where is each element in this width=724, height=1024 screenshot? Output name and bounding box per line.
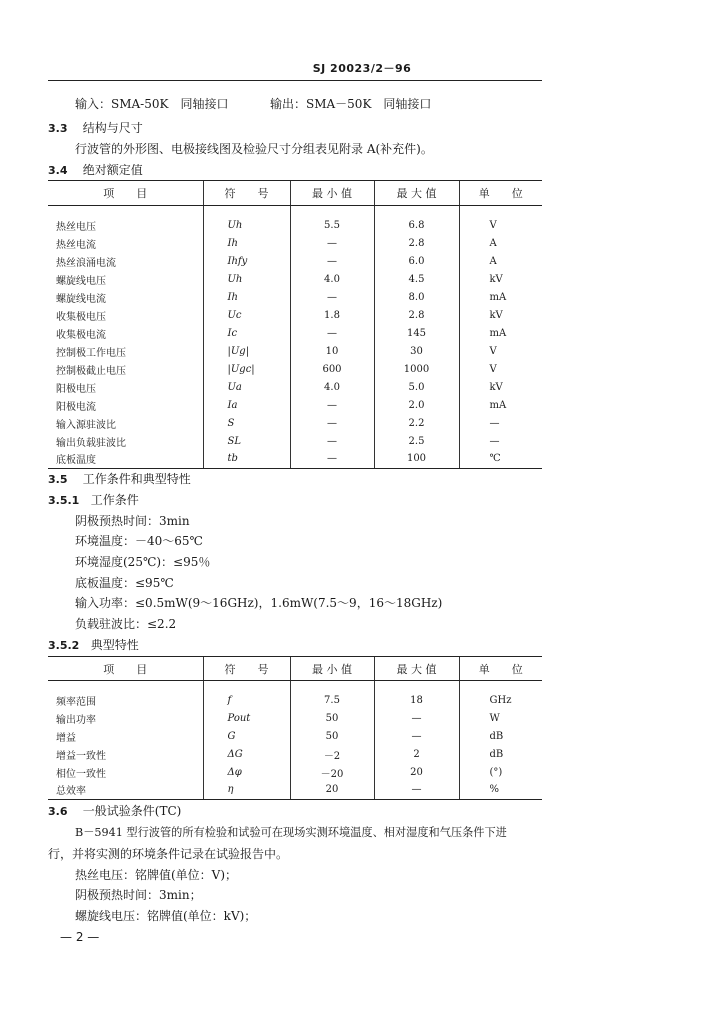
unit: % bbox=[459, 781, 542, 799]
table-row bbox=[48, 342, 542, 360]
max-value: 2.8 bbox=[374, 306, 459, 324]
col-header-min: 最 小 值 bbox=[290, 657, 374, 681]
section-number: 3.5.1 bbox=[48, 494, 80, 507]
symbol: ΔG bbox=[203, 745, 290, 763]
min-value: — bbox=[290, 432, 374, 450]
section-3-5-2-heading bbox=[48, 636, 139, 653]
max-value: 1000 bbox=[374, 360, 459, 378]
min-value: 600 bbox=[290, 360, 374, 378]
condition-line: 阴极预热时间：3min bbox=[75, 514, 190, 528]
section-3-6-heading bbox=[48, 802, 181, 819]
item-name: 输出功率 bbox=[56, 714, 96, 726]
section-title: 典型特性 bbox=[90, 638, 139, 652]
col-header-item: 项 目 bbox=[48, 181, 203, 206]
item-name: 控制极工作电压 bbox=[56, 347, 126, 359]
typical-characteristics-table bbox=[48, 656, 542, 800]
item-name: 控制极截止电压 bbox=[56, 365, 126, 377]
symbol: |Ug| bbox=[203, 342, 290, 360]
table-row bbox=[48, 450, 542, 468]
condition-line: 底板温度：≤95℃ bbox=[75, 576, 174, 590]
min-value: — bbox=[290, 324, 374, 342]
unit: ℃ bbox=[459, 450, 542, 468]
min-value: －20 bbox=[290, 763, 374, 781]
item-name: 增益 bbox=[56, 732, 76, 744]
symbol: Ihfy bbox=[203, 252, 290, 270]
table-row bbox=[48, 432, 542, 450]
section-title: 绝对额定值 bbox=[82, 163, 143, 177]
spacer-row bbox=[48, 206, 542, 217]
section-3-6-paragraph-cont: 行，并将实测的环境条件记录在试验报告中。 bbox=[48, 847, 289, 861]
max-value: 8.0 bbox=[374, 288, 459, 306]
unit: V bbox=[459, 360, 542, 378]
col-header-symbol: 符 号 bbox=[203, 657, 290, 681]
unit: — bbox=[459, 414, 542, 432]
max-value: 2.0 bbox=[374, 396, 459, 414]
col-header-item: 项 目 bbox=[48, 657, 203, 681]
max-value: — bbox=[374, 727, 459, 745]
max-value: 2.8 bbox=[374, 234, 459, 252]
unit: V bbox=[459, 216, 542, 234]
min-value: 4.0 bbox=[290, 270, 374, 288]
min-value: — bbox=[290, 450, 374, 468]
item-name: 阳极电压 bbox=[56, 383, 96, 395]
item-name: 阳极电流 bbox=[56, 401, 96, 413]
absolute-ratings-table bbox=[48, 180, 542, 469]
section-title: 一般试验条件(TC) bbox=[82, 804, 182, 818]
min-value: — bbox=[290, 234, 374, 252]
max-value: 20 bbox=[374, 763, 459, 781]
symbol: Ia bbox=[203, 396, 290, 414]
max-value: 18 bbox=[374, 691, 459, 709]
symbol: Uh bbox=[203, 270, 290, 288]
col-header-max: 最 大 值 bbox=[374, 657, 459, 681]
unit: A bbox=[459, 234, 542, 252]
item-name: 相位一致性 bbox=[56, 768, 106, 780]
min-value: 50 bbox=[290, 727, 374, 745]
table-row bbox=[48, 378, 542, 396]
table-row bbox=[48, 324, 542, 342]
unit: GHz bbox=[459, 691, 542, 709]
test-condition-line: 热丝电压：铭牌值(单位：V)； bbox=[75, 868, 238, 882]
table-row bbox=[48, 745, 542, 763]
section-3-6-paragraph: B－5941 型行波管的所有检验和试验可在现场实测环境温度、相对湿度和气压条件下进 bbox=[75, 826, 507, 839]
unit: — bbox=[459, 432, 542, 450]
symbol: G bbox=[203, 727, 290, 745]
table-row bbox=[48, 252, 542, 270]
min-value: — bbox=[290, 414, 374, 432]
table-row bbox=[48, 270, 542, 288]
item-name: 频率范围 bbox=[56, 696, 96, 708]
unit: kV bbox=[459, 270, 542, 288]
item-name: 螺旋线电压 bbox=[56, 275, 106, 287]
min-value: 5.5 bbox=[290, 216, 374, 234]
max-value: 6.0 bbox=[374, 252, 459, 270]
unit: mA bbox=[459, 396, 542, 414]
section-3-3-heading bbox=[48, 119, 143, 136]
min-value: 50 bbox=[290, 709, 374, 727]
output-port: 输出：SMA－50K 同轴接口 bbox=[270, 97, 432, 111]
section-3-3-text: 行波管的外形图、电极接线图及检验尺寸分组表见附录 A(补充件)。 bbox=[75, 142, 433, 156]
max-value: 2 bbox=[374, 745, 459, 763]
item-name: 热丝电压 bbox=[56, 221, 96, 233]
condition-line: 负载驻波比：≤2.2 bbox=[75, 617, 177, 631]
table-row bbox=[48, 396, 542, 414]
max-value: 2.2 bbox=[374, 414, 459, 432]
section-3-5-heading bbox=[48, 470, 191, 487]
item-name: 收集极电压 bbox=[56, 311, 106, 323]
unit: V bbox=[459, 342, 542, 360]
min-value: — bbox=[290, 252, 374, 270]
min-value: 4.0 bbox=[290, 378, 374, 396]
unit: mA bbox=[459, 288, 542, 306]
section-number: 3.6 bbox=[48, 805, 68, 818]
min-value: 7.5 bbox=[290, 691, 374, 709]
min-value: — bbox=[290, 288, 374, 306]
item-name: 总效率 bbox=[48, 781, 203, 799]
table-row bbox=[48, 288, 542, 306]
unit: kV bbox=[459, 378, 542, 396]
section-3-4-heading bbox=[48, 161, 143, 178]
col-header-max: 最 大 值 bbox=[374, 181, 459, 206]
symbol: SL bbox=[203, 432, 290, 450]
max-value: — bbox=[374, 709, 459, 727]
col-header-symbol: 符 号 bbox=[203, 181, 290, 206]
table-row bbox=[48, 234, 542, 252]
unit: mA bbox=[459, 324, 542, 342]
col-header-unit: 单 位 bbox=[459, 181, 542, 206]
symbol: Ua bbox=[203, 378, 290, 396]
symbol: Ih bbox=[203, 288, 290, 306]
page-number: — 2 — bbox=[60, 930, 100, 944]
condition-line: 环境湿度(25℃)：≤95％ bbox=[75, 555, 211, 569]
symbol: Uh bbox=[203, 216, 290, 234]
table-row bbox=[48, 691, 542, 709]
section-number: 3.3 bbox=[48, 122, 68, 135]
symbol: tb bbox=[203, 450, 290, 468]
section-title: 工作条件 bbox=[90, 493, 139, 507]
table-row bbox=[48, 216, 542, 234]
max-value: 145 bbox=[374, 324, 459, 342]
table-row bbox=[48, 727, 542, 745]
min-value: 10 bbox=[290, 342, 374, 360]
unit: dB bbox=[459, 745, 542, 763]
symbol: Ih bbox=[203, 234, 290, 252]
min-value: 1.8 bbox=[290, 306, 374, 324]
test-condition-line: 阴极预热时间：3min； bbox=[75, 888, 202, 902]
header-rule bbox=[48, 80, 542, 81]
table-row bbox=[48, 360, 542, 378]
min-value: — bbox=[290, 396, 374, 414]
max-value: — bbox=[374, 781, 459, 799]
item-name: 增益一致性 bbox=[56, 750, 106, 762]
unit: (°) bbox=[459, 763, 542, 781]
unit: kV bbox=[459, 306, 542, 324]
unit: A bbox=[459, 252, 542, 270]
item-name: 热丝浪涌电流 bbox=[56, 257, 116, 269]
section-title: 结构与尺寸 bbox=[82, 121, 143, 135]
item-name: 输出负载驻波比 bbox=[56, 437, 126, 449]
test-condition-line: 螺旋线电压：铭牌值(单位：kV)； bbox=[75, 909, 257, 923]
document-id: SJ 20023/2－96 bbox=[312, 62, 412, 75]
table-row bbox=[48, 414, 542, 432]
max-value: 100 bbox=[374, 450, 459, 468]
table-row bbox=[48, 709, 542, 727]
symbol: S bbox=[203, 414, 290, 432]
max-value: 4.5 bbox=[374, 270, 459, 288]
symbol: |Ugc| bbox=[203, 360, 290, 378]
table-row bbox=[48, 306, 542, 324]
item-name: 输入源驻波比 bbox=[56, 419, 116, 431]
max-value: 2.5 bbox=[374, 432, 459, 450]
symbol: Δφ bbox=[203, 763, 290, 781]
min-value: 20 bbox=[290, 781, 374, 799]
unit: dB bbox=[459, 727, 542, 745]
symbol: η bbox=[203, 781, 290, 799]
input-port: 输入：SMA-50K 同轴接口 bbox=[75, 97, 229, 111]
item-name: 螺旋线电流 bbox=[56, 293, 106, 305]
section-title: 工作条件和典型特性 bbox=[82, 472, 191, 486]
symbol: f bbox=[203, 691, 290, 709]
section-number: 3.5.2 bbox=[48, 639, 80, 652]
table-row bbox=[48, 781, 542, 799]
item-name: 收集极电流 bbox=[56, 329, 106, 341]
spacer-row bbox=[48, 681, 542, 692]
section-3-5-1-heading bbox=[48, 491, 139, 508]
symbol: Ic bbox=[203, 324, 290, 342]
col-header-min: 最 小 值 bbox=[290, 181, 374, 206]
symbol: Uc bbox=[203, 306, 290, 324]
max-value: 6.8 bbox=[374, 216, 459, 234]
section-number: 3.4 bbox=[48, 164, 68, 177]
col-header-unit: 单 位 bbox=[459, 657, 542, 681]
condition-line: 输入功率：≤0.5mW(9～16GHz)，1.6mW(7.5～9，16～18GHz) bbox=[75, 596, 443, 610]
unit: W bbox=[459, 709, 542, 727]
max-value: 5.0 bbox=[374, 378, 459, 396]
section-number: 3.5 bbox=[48, 473, 68, 486]
max-value: 30 bbox=[374, 342, 459, 360]
table-row bbox=[48, 763, 542, 781]
min-value: －2 bbox=[290, 745, 374, 763]
condition-line: 环境温度：－40～65℃ bbox=[75, 534, 203, 548]
symbol: Pout bbox=[203, 709, 290, 727]
item-name: 底板温度 bbox=[48, 450, 203, 468]
item-name: 热丝电流 bbox=[56, 239, 96, 251]
